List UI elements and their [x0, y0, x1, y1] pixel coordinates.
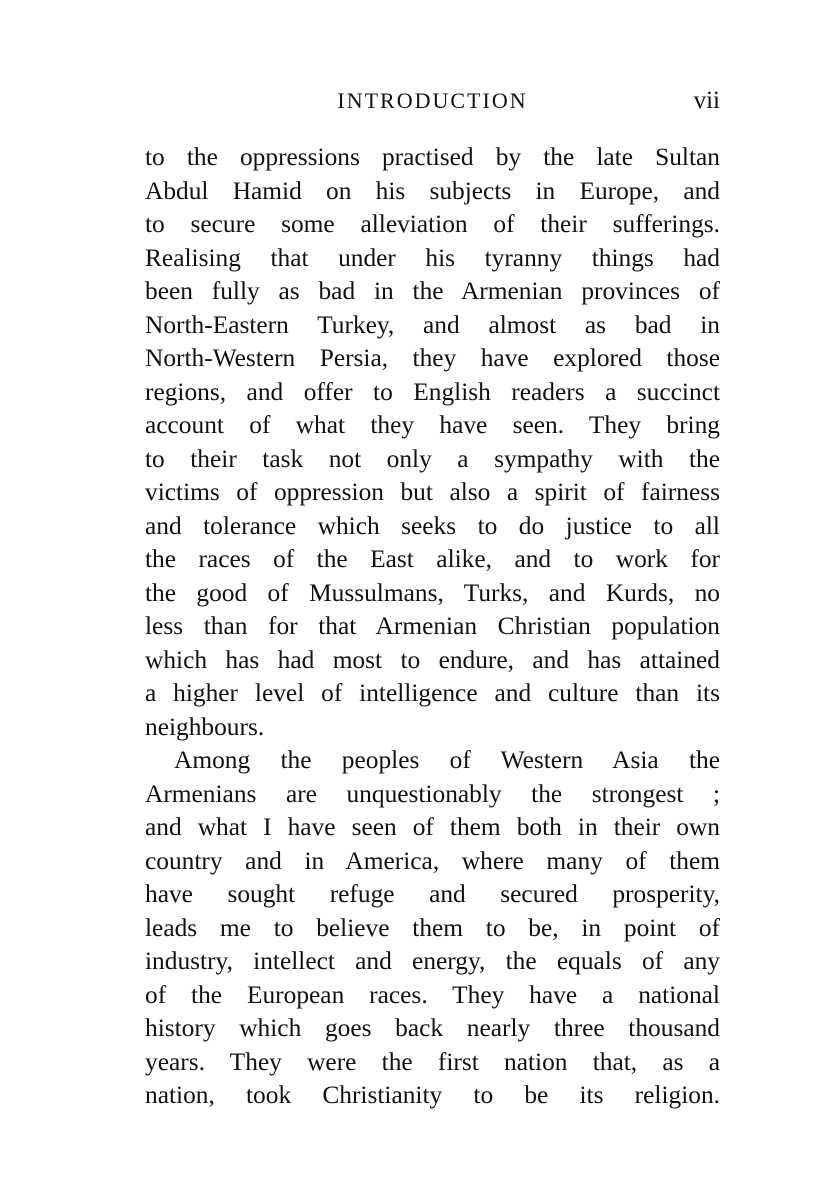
text-line: been fully as bad in the Armenian provinces of: [145, 277, 720, 305]
text-line: victims of oppression but also a spirit of fairness: [145, 478, 720, 506]
page-number: vii: [693, 87, 720, 114]
text-line: neighbours.: [145, 712, 265, 741]
text-line: leads me to believe them to be, in point of: [145, 913, 720, 942]
text-line: have sought refuge and secured prosperity,: [145, 880, 720, 908]
paragraph-1: [145, 141, 720, 744]
text-line: years. They were the first nation that, as a: [145, 1047, 720, 1076]
text-line: less than for that Armenian Christian population: [145, 612, 720, 640]
text-line: Armenians are unquestionably the strongest ;: [145, 779, 720, 808]
running-head: [145, 84, 720, 118]
paragraph-2: [145, 744, 720, 1113]
text-line: North-Western Persia, they have explored those: [145, 344, 720, 372]
text-line: country and in America, where many of them: [145, 846, 720, 875]
text-line: the good of Mussulmans, Turks, and Kurds, no: [145, 578, 720, 607]
text-line: and what I have seen of them both in their own: [145, 813, 720, 841]
text-line: history which goes back nearly three thousand: [145, 1014, 720, 1042]
text-line: industry, intellect and energy, the equals of any: [145, 947, 720, 975]
text-line: which has had most to endure, and has attained: [145, 645, 720, 674]
text-line: nation, took Christianity to be its religion.: [145, 1081, 720, 1109]
body-text: [145, 141, 720, 1113]
text-line: of the European races. They have a national: [145, 980, 720, 1009]
text-line: a higher level of intelligence and culture than its: [145, 679, 720, 707]
text-line: Among the peoples of Western Asia the: [174, 746, 720, 774]
text-line: to their task not only a sympathy with the: [145, 444, 720, 473]
text-line: and tolerance which seeks to do justice to all: [145, 511, 720, 540]
text-line: account of what they have seen. They bring: [145, 411, 720, 439]
text-line: North-Eastern Turkey, and almost as bad in: [145, 310, 720, 339]
text-line: the races of the East alike, and to work for: [145, 545, 720, 573]
text-line: Abdul Hamid on his subjects in Europe, and: [145, 176, 720, 205]
running-title: INTRODUCTION: [337, 88, 528, 113]
text-line: Realising that under his tyranny things had: [145, 243, 720, 272]
text-line: regions, and offer to English readers a succinct: [145, 377, 720, 406]
text-line: to the oppressions practised by the late Sultan: [145, 143, 720, 171]
text-line: to secure some alleviation of their sufferings.: [145, 210, 720, 238]
